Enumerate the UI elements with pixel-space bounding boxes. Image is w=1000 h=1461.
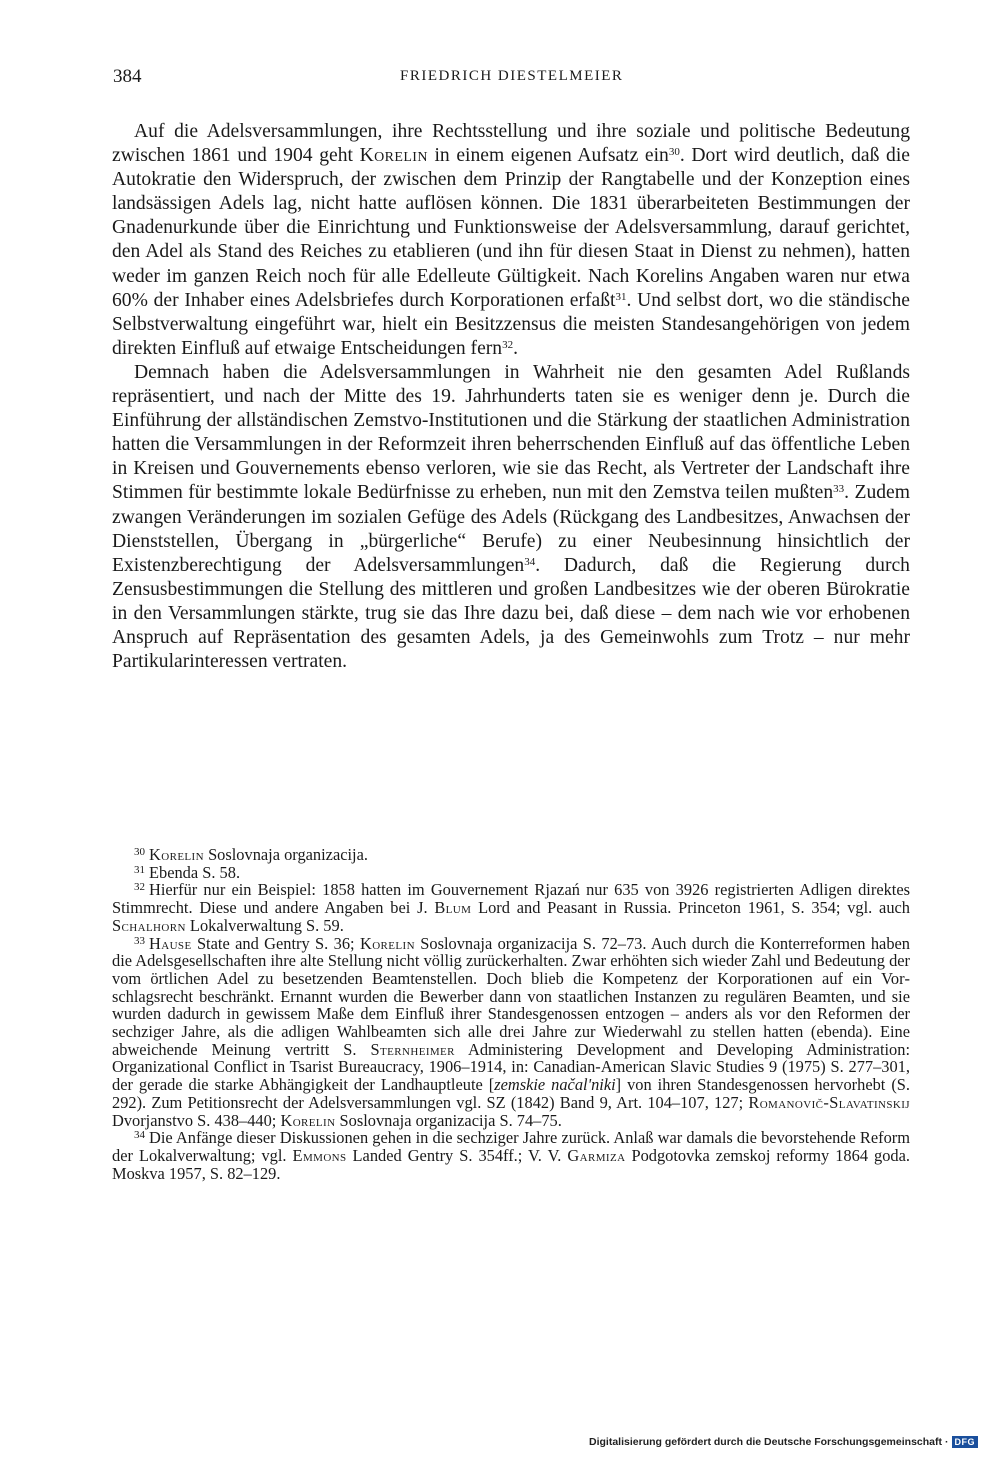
paragraph-2: Demnach haben die Adelsversammlungen in Wahrheit nie den gesamten Adel Rußlands repräsentiert, und nach der Mitte des 19. Jahrhunderts taten sie es weniger denn je. Durch die Einführung der allständischen Zemstvo-Institutionen und die Stärkung der staatlichen Administration hatten die Versammlungen in der Reformzeit ihren beherrschenden Einfluß auf das öffentliche Leben in Kreisen und Gouvernements ebenso verloren, wie sie das Recht, als Vertreter der Landschaft ihre Stimmen für bestimmte lokale Bedürfnisse zu erheben, nun mit den Zemstva teilen mußten$^{33}$. Zudem zwangen Veränderungen im sozialen Gefüge des Adels (Rückgang des Landbesitzes, Anwachsen der Dienststellen, Übergang in „bürgerliche“ Berufe) zu einer Neubesinnung hinsichtlich der Existenzberechtigung der Adelsversammlungen$^{34}$. Dadurch, daß die Regierung durch Zensusbestimmungen die Stellung des mittleren und großen Landbesitzes wie der oberen Bürokratie in den Versammlungen stärkte, trug sie das Ihre dazu bei, daß diese – dem nach wie vor erhobenen Anspruch auf Repräsentation des gesamten Adels, ja des Gemeinwohls zum Trotz – nur mehr Partikularinteressen vertraten. xyxy=(112,361,910,673)
footnote-ref-32: 32 xyxy=(502,338,514,351)
footnote-ref-33: 33 xyxy=(833,483,845,496)
page-number: 384 xyxy=(113,66,142,87)
main-text xyxy=(112,120,910,674)
footnote-31: $^{31}$ Ebenda S. 58. xyxy=(134,862,241,882)
paragraph-1: Auf die Adelsversammlungen, ihre Rechtsstellung und ihre soziale und politische Bedeutung zwischen 1861 und 1904 geht Korelin in einem eigenen Aufsatz ein$^{30}$. Dort wird deutlich, daß die Autokratie den Widerspruch, der zwischen dem Prinzip der Rangtabelle und der Konzeption eines landsässigen Adels lag, nicht hatte auflösen können. Die 1831 überarbeiteten Bestimmungen der Gnadenurkunde über die Einrichtung und Funktionsweise der Adelsversammlung, darauf gerichtet, den Adel als Stand des Reiches zu etablieren (und ihn für diesen Staat in Dienst zu nehmen), hatten weder im ganzen Reich noch für alle Edelleute Gültigkeit. Nach Korelins Angaben waren nur etwa 60% der Inhaber eines Adelsbriefes durch Korporationen erfaßt$^{31}$. Und selbst dort, wo die ständische Selbstverwaltung eingeführt war, hielt ein Besitzzensus die meisten Standesangehörigen von jedem direkten Einfluß auf etwaige Entscheidungen fern$^{32}$. xyxy=(112,121,910,359)
author-name: Korelin xyxy=(359,145,428,167)
running-head-author: FRIEDRICH DIESTELMEIER xyxy=(400,68,624,84)
footnote-ref-31: 31 xyxy=(615,290,627,303)
footnotes xyxy=(112,846,910,1182)
footnote-32: $^{32}$ Hierfür nur ein Beispiel: 1858 hatten im Gouvernement Rjazań nur 635 von 3926 registrierten Adligen direktes Stimmrecht. Diese und andere Angaben bei J. Blum Lord and Peasant in Russia. Princeton 1961, S. 354; vgl. auch Schalhorn Lokalverwaltung S. 59. xyxy=(112,880,910,935)
footnote-34: $^{34}$ Die Anfänge dieser Diskussionen gehen in die sechziger Jahre zurück. Anlaß war damals die bevorstehende Reform der Lokalverwaltung; vgl. Emmons Landed Gentry S. 354ff.; V. V. Garmiza Podgotovka zemskoj reformy 1864 goda. Moskva 1957, S. 82–129. xyxy=(112,1128,910,1183)
footnote-33: $^{33}$ Hause State and Gentry S. 36; Korelin Soslovnaja organizacija S. 72–73. Auch durch die Konterreformen haben die Adelsgesellschaften ihre alte Stellung nicht völlig zurückerhalten. Zwar erhöhten sich wieder Zahl und Bedeutung der vom örtlichen Adel zu besetzenden Beamtenstellen. Doch blieb die Kompetenz der Korporationen auf ein Vorschlagsrecht beschränkt. Ernannt wurden die Bewerber dann von staatlichen Instanzen zu regulären Beamten, und sie wurden dadurch in gewissem Maße dem Einfluß ihrer Standesgenossen entzogen – anders als vor den Reformen der sechziger Jahre, als die adligen Wahlbeamten sich alle drei Jahre zur Wiederwahl zu stellen hatten (ebenda). Eine abweichende Meinung vertritt S. Sternheimer Administering Development and Developing Administration: Organizational Conflict in Tsarist Bureaucracy, 1906–1914, in: Canadian-American Slavic Studies 9 (1975) S. 277–301, der gerade die starke Abhängigkeit der Landhauptleute [zemskie načal'niki] von ihren Standesgenossen hervorhebt (S. 292). Zum Petitionsrecht der Adelsversammlungen vgl. SZ (1842) Band 9, Art. 104–107, 127; Romanovič-Slavatinskij Dvorjanstvo S. 438–440; Korelin Soslovnaja organizacija S. 74–75. xyxy=(112,933,910,1130)
footnote-ref-34: 34 xyxy=(524,555,536,568)
digitization-credit: Digitalisierung gefördert durch die Deutsche Forschungsgemeinschaft · DFG xyxy=(589,1436,978,1448)
footnote-30: $^{30}$ Korelin Soslovnaja organizacija. xyxy=(134,845,368,864)
footnote-ref-30: 30 xyxy=(668,146,680,159)
dfg-logo: DFG xyxy=(952,1436,979,1448)
